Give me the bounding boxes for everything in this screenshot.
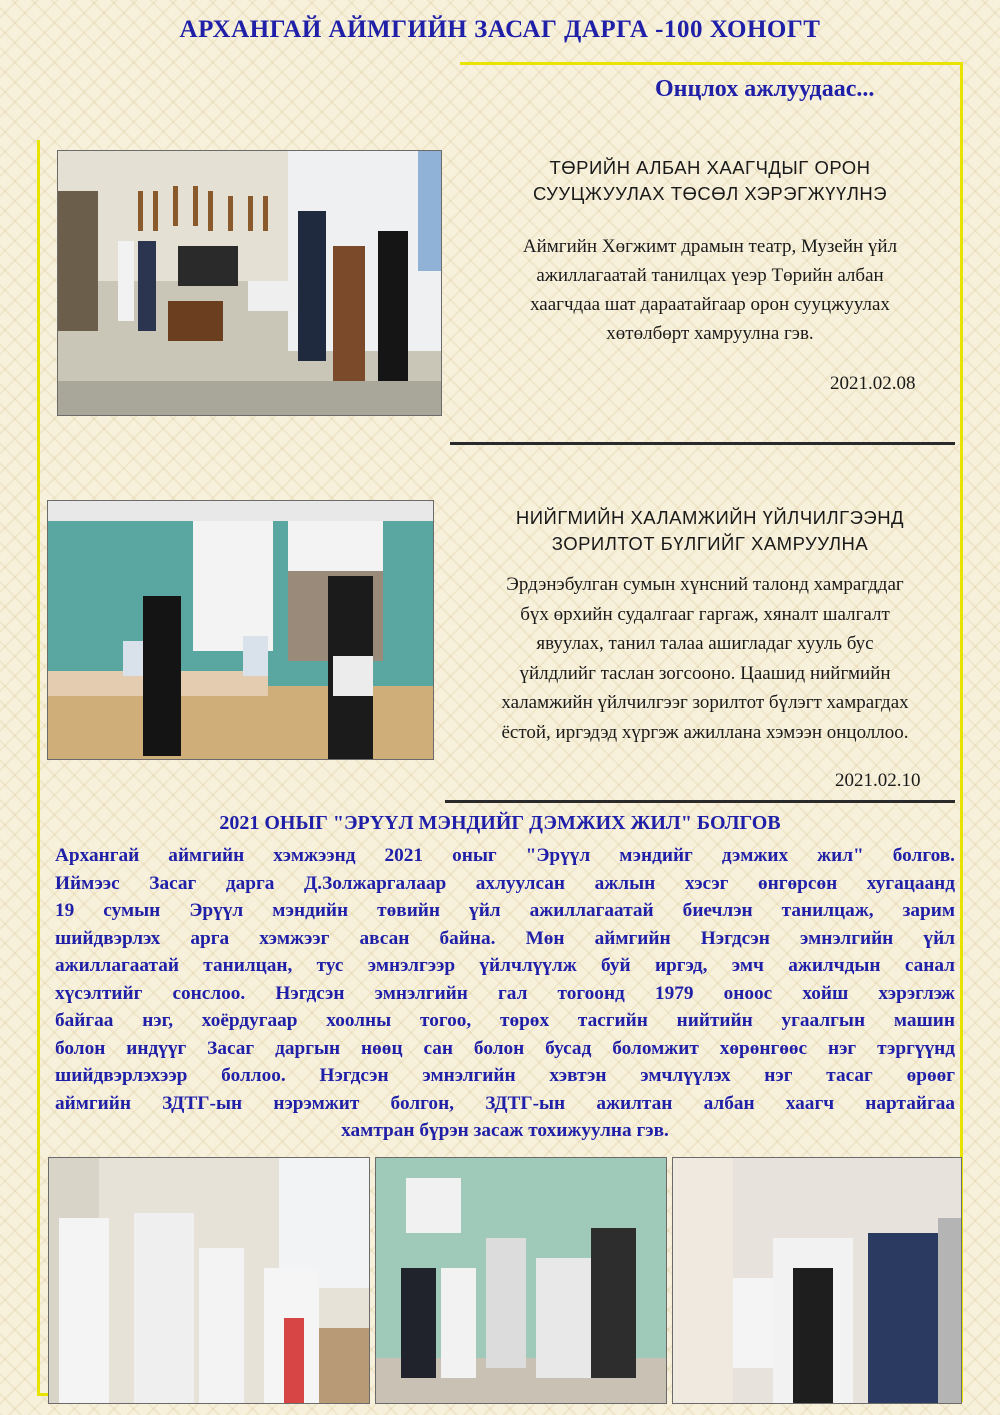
section-3-text-line: ажиллагаатай танилцан, тус эмнэлгээр үйлчлүүлж буй иргэд, эмч ажилчдын санал xyxy=(55,955,955,976)
photo-social-welfare-office xyxy=(47,500,434,760)
section-1-heading-line: ТӨРИЙН АЛБАН ХААГЧДЫГ ОРОН xyxy=(549,157,871,178)
frame-left-line xyxy=(37,140,40,1395)
section-2-heading-line: ЗОРИЛТОТ БҮЛГИЙГ ХАМРУУЛНА xyxy=(551,533,869,554)
section-2-text-line: явуулах, танил талаа ашигладаг хууль бус xyxy=(536,633,874,654)
section-3-text-line: шийдвэрлэхээр боллоо. Нэгдсэн эмнэлгийн хэвтэн эмчлүүлэх нэг тасаг өрөөг xyxy=(55,1065,955,1086)
section-3-text-line: болон индүүг Засаг даргын нөөц сан болон бусад боломжит хөрөнгөөс нэг тэргүүнд xyxy=(55,1037,955,1059)
section-2-text-line: халамжийн үйлчилгээг зорилтот бүлэгт хамрагдах xyxy=(501,692,909,713)
section-3-text-line: Архангай аймгийн хэмжээнд 2021 оныг "Эрүүл мэндийг дэмжих жил" болгов. xyxy=(55,845,955,866)
section-3-text-line: 19 сумын Эрүүл мэндийн төвийн үйл ажиллагаатай биечлэн танилцаж, зарим xyxy=(55,900,955,921)
photo-hospital-visit-3 xyxy=(672,1157,962,1404)
section-3-text-line: байгаа нэг, хоёрдугаар хоолны тогоо, төрөх тасгийн нийтийн угаалгын машин xyxy=(55,1010,955,1031)
section-3-text-line: шийдвэрлэх арга хэмжээг авсан байна. Мөн аймгийн Нэгдсэн эмнэлгийн үйл xyxy=(55,927,955,949)
section-2-date: 2021.02.10 xyxy=(835,770,921,791)
section-3-text-line: хамтран бүрэн засаж тохижуулна гэв. xyxy=(341,1120,669,1141)
divider-line-1 xyxy=(450,442,955,445)
section-2-text-line: үйлдлийг таслан зогсооно. Цаашид нийгмийн xyxy=(519,662,891,684)
section-3-text-line: Иймээс Засаг дарга Д.Золжаргалаар ахлуулсан ажлын хэсэг өнгөрсөн хугацаанд xyxy=(55,872,955,894)
section-3-text-line: хүсэлтийг сонслоо. Нэгдсэн эмнэлгийн гал тогоонд 1979 оноос хойш хэрэглэж xyxy=(55,982,955,1004)
section-1-text-line: Аймгийн Хөгжимт драмын театр, Музейн үйл xyxy=(522,236,898,257)
section-2-text xyxy=(445,570,965,747)
section-2-text-line: ёстой, иргэдэд хүргэж ажиллана хэмээн онцоллоо. xyxy=(501,721,909,743)
section-1-text-line: хаагчдаа шат дараатайгаар орон сууцжуулах xyxy=(530,294,890,315)
section-3-text-line: аймгийн ЗДТГ-ын нэрэмжит болгон, ЗДТГ-ын ажилтан албан хаагч нартайгаа xyxy=(55,1092,955,1114)
page-subtitle: Онцлох ажлуудаас... xyxy=(655,76,875,102)
section-2-text-line: Эрдэнэбулган сумын хүнсний талонд хамрагддаг xyxy=(506,574,904,595)
frame-top-line xyxy=(460,62,962,65)
divider-line-2 xyxy=(445,800,955,803)
section-3-heading: 2021 ОНЫГ "ЭРҮҮЛ МЭНДИЙГ ДЭМЖИХ ЖИЛ" БОЛГОВ xyxy=(219,812,781,834)
section-3-text xyxy=(55,842,955,1145)
section-1-date: 2021.02.08 xyxy=(830,373,916,394)
section-1-text-line: ажиллагаатай танилцах үеэр Төрийн албан xyxy=(536,265,884,286)
page-title: АРХАНГАЙ АЙМГИЙН ЗАСАГ ДАРГА -100 ХОНОГТ xyxy=(179,16,821,43)
section-1-text xyxy=(465,232,955,348)
section-1-heading-line: СУУЦЖУУЛАХ ТӨСӨЛ ХЭРЭГЖҮҮЛНЭ xyxy=(532,183,888,204)
photo-music-room xyxy=(57,150,442,416)
section-2-heading xyxy=(455,505,965,557)
photo-hospital-visit-2 xyxy=(375,1157,667,1404)
section-2-text-line: бүх өрхийн судалгааг гаргаж, хяналт шалгалт xyxy=(520,603,890,625)
section-1-text-line: хөтөлбөрт хамруулна гэв. xyxy=(606,323,814,344)
section-1-heading xyxy=(460,155,960,207)
photo-hospital-visit-1 xyxy=(48,1157,370,1404)
section-2-heading-line: НИЙГМИЙН ХАЛАМЖИЙН ҮЙЛЧИЛГЭЭНД xyxy=(515,507,905,528)
